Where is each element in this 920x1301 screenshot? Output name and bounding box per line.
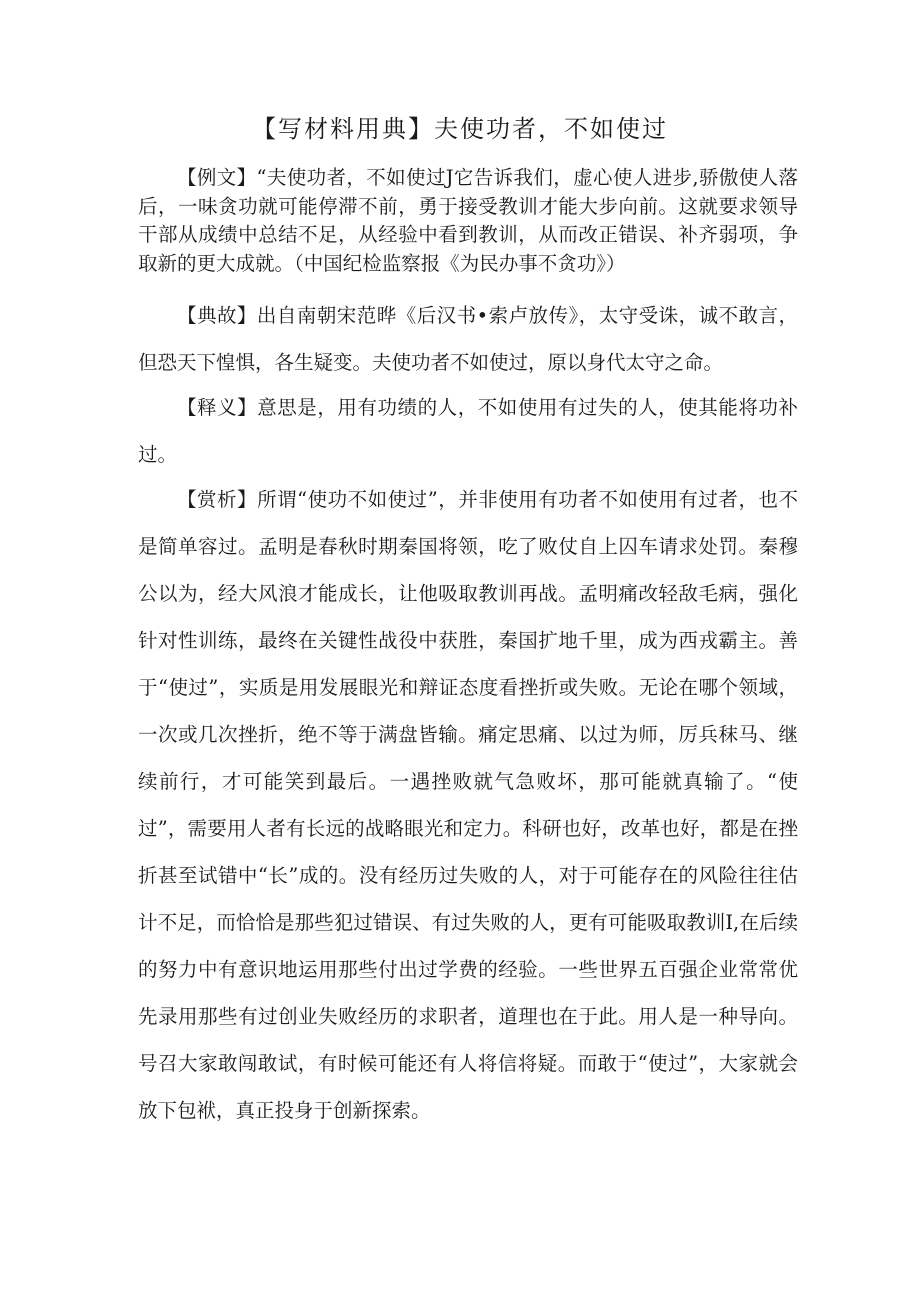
example-text: “夫使功者，不如使过J它告诉我们，虚心使人进步,骄傲使人落后，一味贪功就可能停滞不前，勇于接受教训才能大步向前。这就要求领导干部从成绩中总结不足，从经验中看到教训，从而改正错误、补齐弱项，争取新的更大成就。（中国纪检监察报《为民办事不贪功》） — [138, 166, 798, 275]
allusion-paragraph — [138, 292, 798, 386]
example-paragraph — [138, 164, 798, 278]
analysis-label: 【赏析】 — [177, 488, 258, 511]
allusion-label: 【典故】 — [177, 304, 257, 327]
meaning-label: 【释义】 — [177, 396, 258, 419]
meaning-text: 意思是，用有功绩的人，不如使用有过失的人，使其能将功补过。 — [138, 396, 798, 466]
analysis-paragraph — [138, 476, 798, 1134]
allusion-text: 出自南朝宋范晔《后汉书•索卢放传》，太守受诛，诚不敢言，但恐天下惶惧，各生疑变。夫使功者不如使过，原以身代太守之命。 — [138, 304, 798, 374]
example-label: 【例文】 — [177, 166, 257, 189]
analysis-text: 所谓“使功不如使过”，并非使用有功者不如使用有过者，也不是简单容过。孟明是春秋时期秦国将领，吃了败仗自上囚车请求处罚。秦穆公以为，经大风浪才能成长，让他吸取教训再战。孟明痛改轻敌毛病，强化针对性训练，最终在关键性战役中获胜，秦国扩地千里，成为西戎霸主。善于“使过”，实质是用发展眼光和辩证态度看挫折或失败。无论在哪个领域，一次或几次挫折，绝不等于满盘皆输。痛定思痛、以过为师，厉兵秣马、继续前行，才可能笑到最后。一遇挫败就气急败坏，那可能就真输了。“使过”，需要用人者有长远的战略眼光和定力。科研也好，改革也好，都是在挫折甚至试错中“长”成的。没有经历过失败的人，对于可能存在的风险往往估计不足，而恰恰是那些犯过错误、有过失败的人，更有可能吸取教训I,在后续的努力中有意识地运用那些付出过学费的经验。一些世界五百强企业常常优先录用那些有过创业失败经历的求职者，道理也在于此。用人是一种导向。号召大家敢闯敢试，有时候可能还有人将信将疑。而敢于“使过”，大家就会放下包袱，真正投身于创新探索。 — [138, 488, 798, 1122]
document-title: 【写材料用典】夫使功者，不如使过 — [252, 115, 668, 143]
meaning-paragraph — [138, 384, 798, 478]
